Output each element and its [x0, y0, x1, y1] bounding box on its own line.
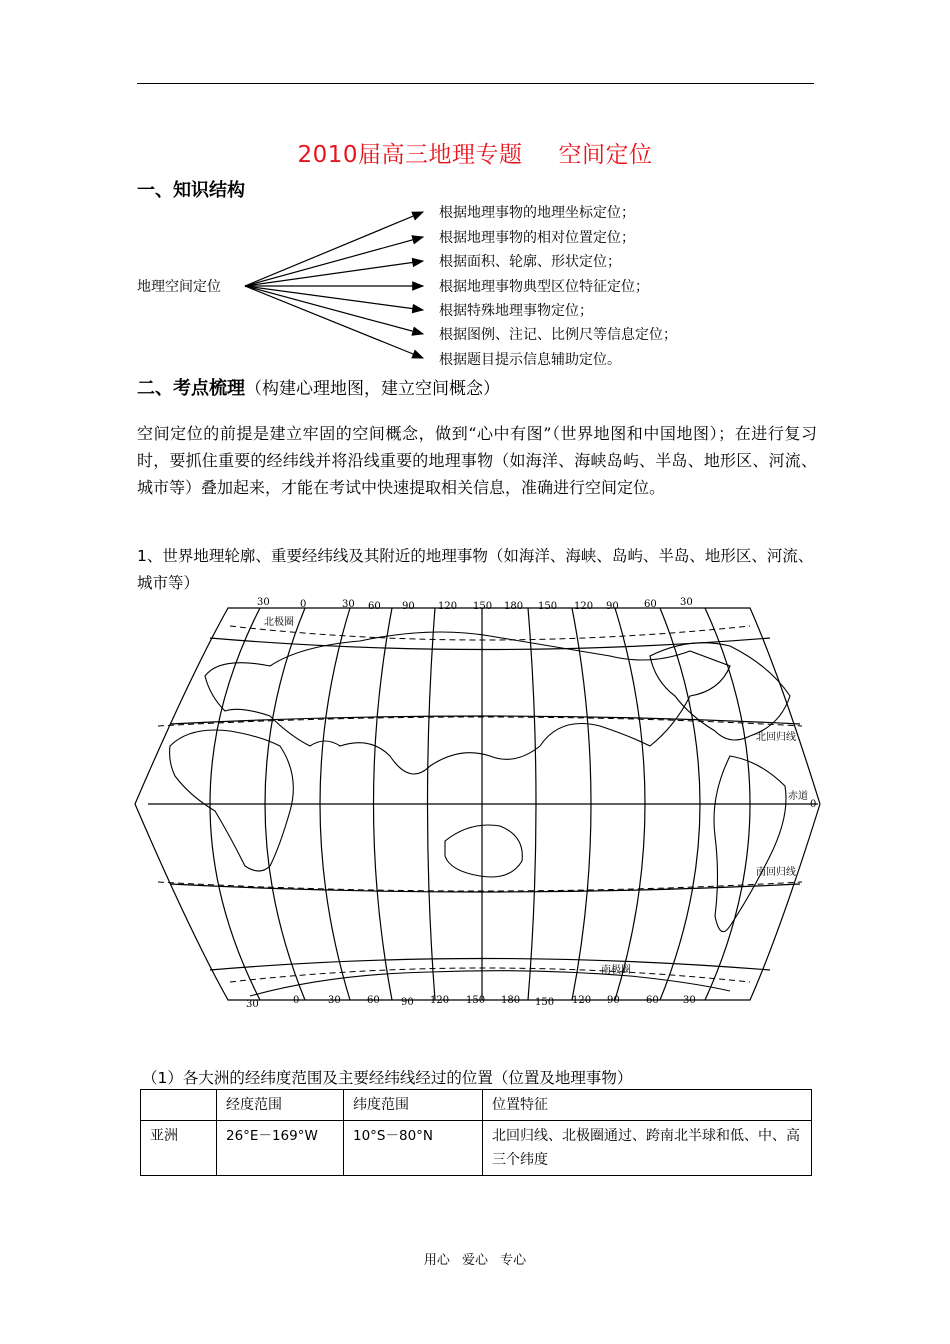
map-lon-label: 30 [683, 995, 696, 1006]
table-caption: （1）各大洲的经纬度范围及主要经纬线经过的位置（位置及地理事物） [142, 1069, 633, 1087]
title-topic: 空间定位 [558, 142, 653, 168]
map-lon-label: 150 [466, 995, 486, 1006]
equator-zero-label: 0 [810, 799, 817, 810]
table-cell: 亚洲 [141, 1121, 217, 1176]
map-lon-label: 90 [402, 601, 415, 612]
tree-item: 根据特殊地理事物定位； [439, 303, 593, 319]
section-heading-points-note: （构建心理地图，建立空间概念） [245, 379, 500, 399]
map-lon-label: 90 [607, 995, 620, 1006]
section-heading-points-text: 二、考点梳理 [137, 378, 245, 399]
table-header-row [141, 1090, 812, 1121]
map-lon-label: 150 [538, 601, 558, 612]
map-lon-label: 60 [646, 995, 659, 1006]
arctic-circle-line [230, 626, 750, 640]
map-lon-label: 60 [367, 995, 380, 1006]
tree-item: 根据地理事物的相对位置定位； [439, 230, 635, 246]
map-lon-label: 120 [430, 995, 450, 1006]
tree-item: 根据地理事物典型区位特征定位； [439, 279, 649, 295]
tropic-of-cancer-label: 北回归线 [756, 732, 796, 743]
section-heading-points [137, 374, 500, 400]
arctic-circle-label: 北极圈 [264, 617, 294, 628]
equator-label: 赤道 [788, 791, 808, 802]
table-cell: 10°S－80°N [344, 1121, 483, 1176]
map-lon-label: 120 [572, 995, 592, 1006]
map-lon-label: 30 [328, 995, 341, 1006]
map-lon-label: 0 [293, 995, 300, 1006]
antarctica-outline [250, 971, 730, 996]
section-heading-knowledge: 一、知识结构 [137, 180, 245, 201]
africa-outline [170, 730, 294, 871]
page-footer: 用心 爱心 专心 [423, 1253, 527, 1268]
map-lon-label: 30 [257, 597, 270, 608]
antarctic-circle-label: 南极圈 [601, 965, 631, 976]
tropic-of-capricorn-label: 南回归线 [756, 867, 796, 878]
map-lon-label: 0 [300, 599, 307, 610]
tree-item: 根据地理事物的地理坐标定位； [439, 205, 635, 221]
map-lon-label: 60 [368, 601, 381, 612]
australia-outline [445, 825, 522, 877]
map-lon-label: 150 [473, 601, 493, 612]
map-lon-label: 90 [401, 997, 414, 1008]
table-cell: 26°E－169°W [217, 1121, 344, 1176]
map-lon-label: 120 [438, 601, 458, 612]
map-lon-label: 180 [501, 995, 521, 1006]
table-header-cell: 纬度范围 [344, 1090, 483, 1121]
map-lon-label: 60 [644, 599, 657, 610]
antarctic-circle-line [230, 968, 750, 982]
tree-item: 根据面积、轮廓、形状定位； [439, 254, 621, 270]
map-lon-label: 90 [606, 601, 619, 612]
title-main: 2010届高三地理专题 [297, 142, 523, 168]
map-lon-label: 30 [342, 599, 355, 610]
map-lon-label: 150 [535, 997, 555, 1008]
table-cell: 北回归线、北极圈通过、跨南北半球和低、中、高三个纬度 [483, 1121, 812, 1176]
table-row [141, 1121, 812, 1176]
tree-root-label: 地理空间定位 [137, 279, 221, 295]
map-lon-label: 30 [246, 999, 259, 1010]
tropic-of-capricorn-line [158, 882, 802, 891]
world-map [130, 596, 826, 1010]
tree-item: 根据图例、注记、比例尺等信息定位； [439, 327, 677, 343]
table-header-cell [141, 1090, 217, 1121]
map-lon-label: 120 [574, 601, 594, 612]
map-lon-label: 180 [504, 601, 524, 612]
map-lon-label: 30 [680, 597, 693, 608]
table-header-cell: 位置特征 [483, 1090, 812, 1121]
table-header-cell: 经度范围 [217, 1090, 344, 1121]
tree-item: 根据题目提示信息辅助定位。 [439, 352, 621, 368]
continents-table [140, 1089, 812, 1176]
intro-paragraph: 空间定位的前提是建立牢固的空间概念，做到“心中有图”（世界地图和中国地图）；在进行复习时，要抓住重要的经纬线并将沿线重要的地理事物（如海洋、海峡岛屿、半岛、地形区、河流、城市等）叠加起来，才能在考试中快速提取相关信息，准确进行空间定位。 [137, 424, 817, 497]
item-1-heading: 1、世界地理轮廓、重要经纬线及其附近的地理事物（如海洋、海峡、岛屿、半岛、地形区、河流、城市等） [137, 547, 814, 592]
